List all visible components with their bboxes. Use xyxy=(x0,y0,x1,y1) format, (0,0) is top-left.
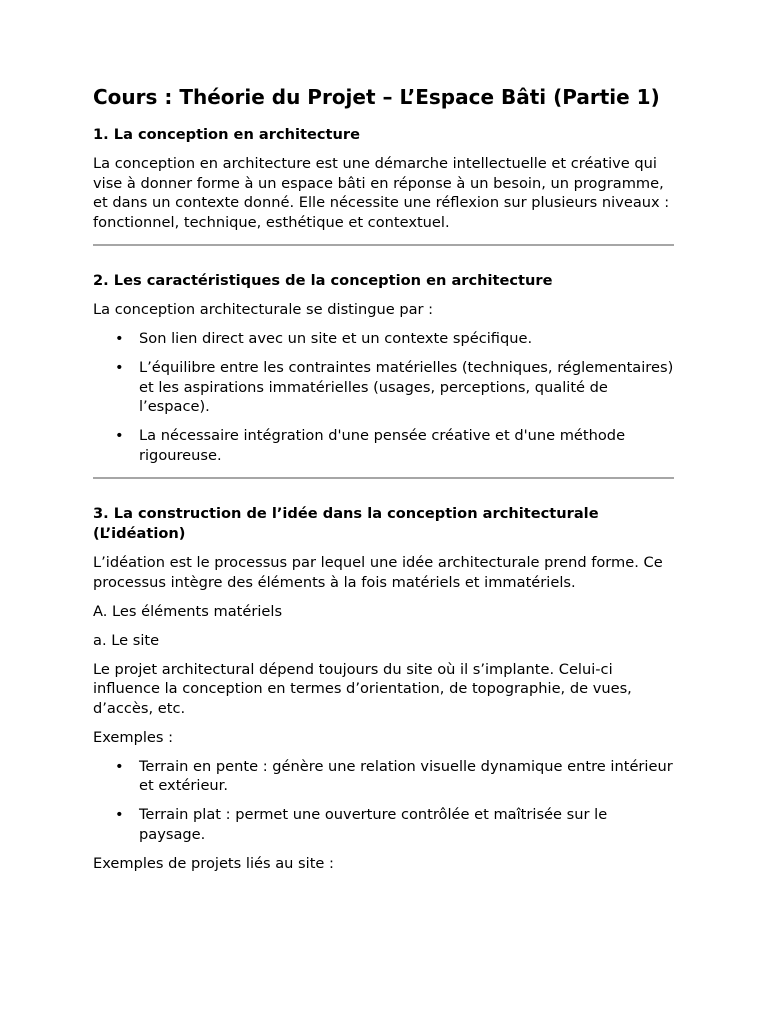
list-item xyxy=(93,805,674,844)
bullet-icon: • xyxy=(115,359,124,376)
bullet-icon: • xyxy=(115,330,124,347)
list-item-text: Terrain en pente : génère une relation visuelle dynamique entre intérieur et extérieur. xyxy=(139,757,673,794)
section-3-subheading-a: A. Les éléments matériels xyxy=(93,602,283,620)
list-item-text: La nécessaire intégration d'une pensée créative et d'une méthode rigoureuse. xyxy=(139,427,626,464)
list-item-text: Son lien direct avec un site et un contexte spécifique. xyxy=(139,330,533,347)
bullet-icon: • xyxy=(115,757,124,775)
examples-list xyxy=(93,757,674,845)
section-2 xyxy=(93,271,674,465)
list-item-text: L’équilibre entre les contraintes matérielles (techniques, réglementaires) et les aspirations immatérielles (usages, perceptions, qualité de l’espace). xyxy=(139,359,674,415)
list-item-text: Terrain plat : permet une ouverture contrôlée et maîtrisée sur le paysage. xyxy=(139,806,608,843)
section-1-paragraph: La conception en architecture est une démarche intellectuelle et créative qui vise à donner forme à un espace bâti en réponse à un besoin, un programme, et dans un contexte donné. Elle nécessite une réflexion sur plusieurs niveaux : fonctionnel, technique, esthétique et contextuel. xyxy=(93,155,670,231)
page-title: Cours : Théorie du Projet – L’Espace Bâti (Partie 1) xyxy=(93,85,660,109)
section-2-intro: La conception architecturale se distingue par : xyxy=(93,301,434,318)
section-2-list xyxy=(93,329,674,465)
list-item xyxy=(93,329,674,349)
bullet-icon: • xyxy=(115,427,124,444)
projects-label: Exemples de projets liés au site : xyxy=(93,854,334,872)
section-3-subsubheading-a: a. Le site xyxy=(93,631,160,649)
list-item xyxy=(93,426,674,465)
list-item xyxy=(93,757,674,796)
section-divider-1 xyxy=(93,244,674,246)
examples-label: Exemples : xyxy=(93,728,174,746)
bullet-icon: • xyxy=(115,806,124,823)
section-1 xyxy=(93,125,674,232)
list-item xyxy=(93,358,674,417)
section-divider-2 xyxy=(93,477,674,479)
section-2-heading: 2. Les caractéristiques de la conception en architecture xyxy=(93,272,553,289)
section-3-heading: 3. La construction de l’idée dans la conception architecturale (L’idéation) xyxy=(93,505,599,542)
section-1-heading: 1. La conception en architecture xyxy=(93,126,360,143)
section-3-intro: L’idéation est le processus par lequel une idée architecturale prend forme. Ce processus intègre des éléments à la fois matériels et immatériels. xyxy=(93,554,663,591)
section-3 xyxy=(93,504,674,873)
site-paragraph: Le projet architectural dépend toujours du site où il s’implante. Celui-ci influence la conception en termes d’orientation, de topographie, de vues, d’accès, etc. xyxy=(93,660,632,717)
